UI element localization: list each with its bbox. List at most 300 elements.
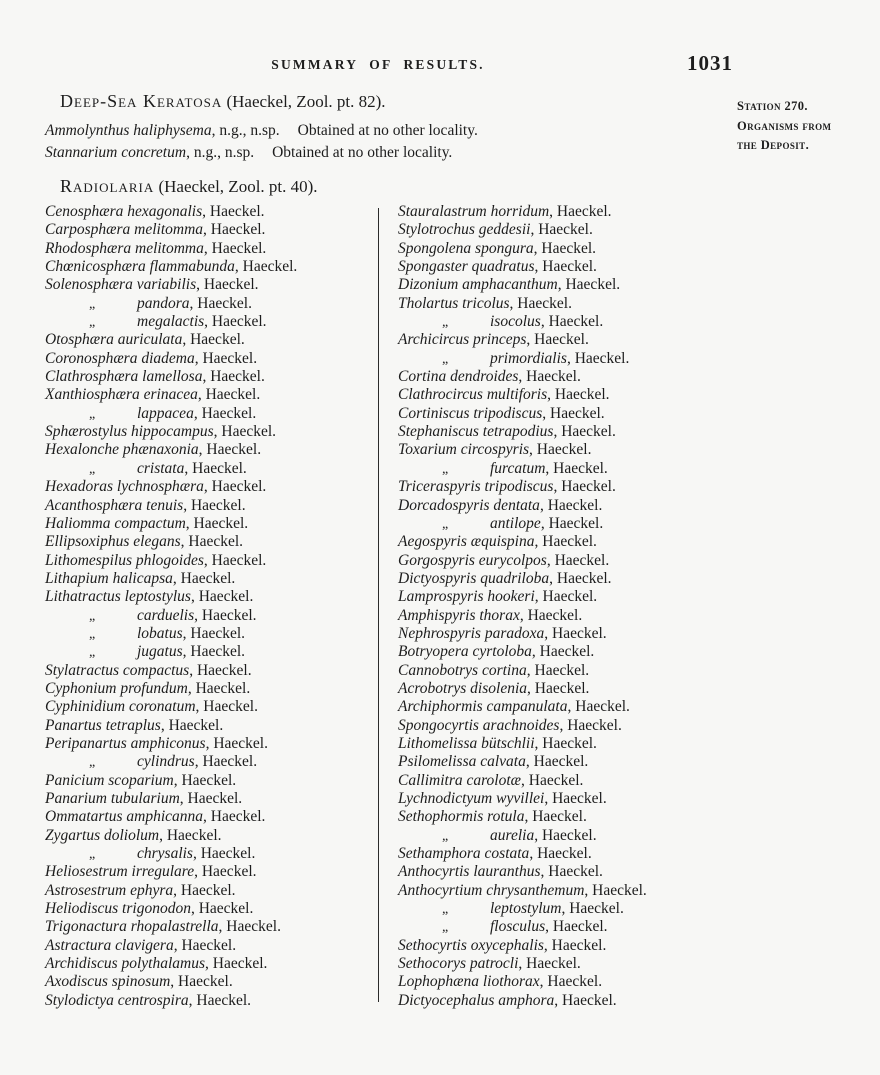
species-author: , Haeckel. [170,973,233,991]
species-name: Zygartus doliolum [45,826,160,844]
species-author: , Haeckel. [529,441,592,459]
species-entry [45,368,373,386]
species-author: , Haeckel. [540,514,604,532]
species-author: , Haeckel. [526,661,590,679]
species-name: Acrobotrys disolenia [398,679,528,697]
ditto-mark: „ [89,626,96,642]
species-author: , Haeckel. [525,753,589,771]
species-name: Xanthiosphæra erinacea [45,386,198,404]
species-name: Ellipsoxiphus elegans [45,533,181,551]
species-author: , Haeckel. [545,459,608,477]
species-entry-ditto [45,460,373,478]
species-author: , Haeckel. [192,845,256,863]
species-name: Psilomelissa calvata [398,753,526,771]
species-entry [398,643,726,661]
species-entry [45,240,373,258]
species-entry [45,918,373,936]
species-name: Spongocyrtis arachnoides [398,716,560,734]
column-divider [378,208,379,1002]
species-epithet: isocolus [490,313,541,331]
species-name: Archicircus princeps [398,331,527,349]
species-author: , Haeckel. [554,991,617,1009]
species-entry-ditto [398,900,726,918]
species-author: , Haeckel. [182,624,246,642]
species-author: , Haeckel. [195,698,258,716]
radiolaria-heading [60,176,318,197]
species-author: , Haeckel. [198,441,262,459]
species-name: Spongolena spongura [398,239,534,257]
species-author: , Haeckel. [204,313,267,331]
species-name: Clathrosphæra lamellosa [45,368,203,386]
species-name: Sethophormis rotula [398,808,525,826]
species-entry [45,680,373,698]
species-name: Botryopera cyrtoloba [398,643,532,661]
species-name: Dictyospyris quadriloba [398,569,550,587]
species-entry-ditto [398,350,726,368]
species-author: , Haeckel. [190,588,254,606]
species-author: , Haeckel. [543,936,607,954]
species-entry [45,203,373,221]
species-entry [398,992,726,1010]
species-author: , Haeckel. [197,386,261,404]
species-author: , Haeckel. [185,514,249,532]
species-entry-ditto [45,625,373,643]
species-name: Spongaster quadratus [398,258,535,276]
species-author: , Haeckel. [539,496,603,514]
species-entry-ditto [45,643,373,661]
ditto-mark: „ [89,406,96,422]
species-author: , Haeckel. [194,863,257,881]
species-epithet: furcatum [490,459,546,477]
species-name: Triceraspyris tripodiscus [398,478,554,496]
species-epithet: carduelis [137,606,195,624]
ditto-mark: „ [442,920,449,936]
species-author: , Haeckel. [183,496,246,514]
species-author: , Haeckel. [529,845,592,863]
species-author: , Haeckel. [521,771,584,789]
keratosa-entry [45,122,478,140]
ditto-mark: „ [89,645,96,661]
species-name: Lithomespilus phlogoides [45,551,204,569]
species-author: , Haeckel. [218,918,281,936]
species-author: , Haeckel. [173,936,237,954]
species-author: , Haeckel. [527,679,590,697]
species-name: Heliodiscus trigonodon [45,900,191,918]
species-entry [398,240,726,258]
species-entry [398,698,726,716]
species-entry [45,552,373,570]
species-entry [398,808,726,826]
species-author: , Haeckel. [534,533,597,551]
species-epithet: primordialis [490,349,567,367]
species-author: , Haeckel. [509,294,572,312]
species-name: Stauralastrum horridum [398,203,550,220]
species-name: Trigonactura rhopalastrella [45,918,219,936]
species-name: Cyphinidium coronatum [45,698,196,716]
species-entry [45,772,373,790]
species-author: , Haeckel. [524,808,587,826]
species-name: Callimitra carolotæ [398,771,522,789]
species-entry [398,368,726,386]
species-entry [45,276,373,294]
species-author: , Haeckel. [559,716,622,734]
species-entry [398,955,726,973]
species-entry [398,276,726,294]
species-author: , Haeckel. [553,478,616,496]
species-name: Solenosphæra variabilis [45,276,197,294]
species-name: Sethocyrtis oxycephalis [398,936,544,954]
margin-note-line: Station 270. [737,99,808,113]
species-entry-ditto [45,753,373,771]
species-entry [398,845,726,863]
page-number: 1031 [687,51,733,75]
species-entry [398,533,726,551]
locality-note: Obtained at no other locality. [297,122,478,139]
species-entry [398,863,726,881]
keratosa-heading [60,91,386,112]
species-name: Hexalonche phænaxonia [45,441,199,459]
species-author: , Haeckel. [179,790,243,807]
species-name: Astractura clavigera [45,936,174,954]
species-entry [398,662,726,680]
species-author: , Haeckel. [549,569,612,587]
ditto-mark: „ [442,902,449,918]
species-entry [398,735,726,753]
species-author: , Haeckel. [182,331,245,349]
ditto-mark: „ [442,516,449,532]
species-author: , Haeckel. [531,643,595,661]
species-qualifier: , n.g., n.sp. [211,122,280,139]
species-entry [45,790,373,808]
species-entry [45,221,373,239]
species-author: , Haeckel. [534,588,598,606]
species-name: Nephrospyris paradoxa [398,624,545,642]
species-epithet: leptostylum [490,900,562,918]
ditto-mark: „ [89,296,96,312]
species-author: , Haeckel. [202,368,265,386]
species-author: , Haeckel. [189,294,252,312]
species-entry [45,882,373,900]
ditto-mark: „ [89,461,96,477]
species-author: , Haeckel. [530,221,593,239]
species-entry [45,863,373,881]
species-name: Ommatartus amphicanna [45,808,204,826]
species-author: , Haeckel. [540,313,604,331]
species-author: , Haeckel. [518,368,581,386]
species-name: Clathrocircus multiforis [398,386,548,404]
species-author: , Haeckel. [566,349,630,367]
species-name: Gorgospyris eurycolpos [398,551,547,569]
species-author: , Haeckel. [553,423,616,441]
margin-note-line: the Deposit. [737,138,810,152]
ditto-mark: „ [89,315,96,331]
species-name: Amphispyris thorax [398,606,520,624]
species-entry-ditto [398,515,726,533]
species-epithet: aurelia [490,826,535,844]
species-entry [45,937,373,955]
species-qualifier: , n.g., n.sp. [186,144,255,161]
species-author: , Haeckel. [519,606,583,624]
species-author: , Haeckel. [534,258,597,276]
radiolaria-heading-title: Radiolaria [60,176,155,196]
species-name: Dictyocephalus amphora [398,991,555,1009]
species-author: , Haeckel. [584,881,647,899]
species-entry [398,570,726,588]
species-name: Sethocorys patrocli [398,955,519,973]
ditto-mark: „ [442,315,449,331]
species-entry [398,680,726,698]
species-entry [398,973,726,991]
species-name: Panartus tetraplus [45,716,161,734]
species-entry [398,607,726,625]
species-author: , Haeckel. [159,826,222,844]
species-author: , Haeckel. [540,863,603,881]
species-epithet: flosculus [490,918,546,936]
species-author: , Haeckel. [546,551,610,569]
species-entry [45,533,373,551]
ditto-mark: „ [442,461,449,477]
species-name: Cannobotrys cortina [398,661,527,679]
species-entry [45,955,373,973]
species-entry [398,552,726,570]
margin-note-line: Organisms from [737,118,832,133]
species-name: Cenosphæra hexagonalis [45,203,203,220]
species-author: , Haeckel. [184,459,247,477]
species-author: , Haeckel. [518,955,581,973]
species-author: , Haeckel. [544,624,607,642]
species-author: , Haeckel. [557,276,621,294]
species-entry [45,717,373,735]
species-entry [398,386,726,404]
species-entry [398,478,726,496]
species-author: , Haeckel. [173,881,236,899]
species-author: , Haeckel. [567,698,630,716]
species-entry [45,441,373,459]
species-entry-ditto [45,607,373,625]
species-entry [45,698,373,716]
species-entry [398,258,726,276]
species-author: , Haeckel. [561,900,624,918]
species-entry [45,992,373,1010]
species-entry [398,772,726,790]
species-author: , Haeckel. [205,955,268,973]
species-epithet: antilope [490,514,541,532]
species-name: Stannarium concretum [45,144,187,161]
species-name: Ammolynthus haliphysema [45,122,212,139]
species-name: Sphærostylus hippocampus [45,423,214,441]
species-entry [398,717,726,735]
species-entry [45,662,373,680]
species-name: Rhodosphæra melitomma [45,239,204,257]
species-entry [398,625,726,643]
species-author: , Haeckel. [194,606,257,624]
species-name: Acanthosphæra tenuis [45,496,184,514]
species-entry [45,331,373,349]
species-name: Archiphormis campanulata [398,698,568,716]
species-author: , Haeckel. [180,533,244,551]
species-name: Panarium tubularium [45,790,180,807]
species-epithet: megalactis [137,313,205,331]
ditto-mark: „ [89,755,96,771]
species-author: , Haeckel. [172,569,236,587]
species-name: Sethamphora costata [398,845,530,863]
species-entry [398,295,726,313]
species-entry-ditto [398,918,726,936]
species-epithet: lappacea [137,404,194,422]
species-name: Carposphæra melitomma [45,221,204,239]
species-name: Dorcadospyris dentata [398,496,540,514]
locality-note: Obtained at no other locality. [272,144,453,161]
species-entry [398,405,726,423]
species-name: Otosphæra auriculata [45,331,183,349]
species-author: , Haeckel. [545,918,608,936]
species-author: , Haeckel. [160,716,224,734]
species-entry-ditto [45,313,373,331]
species-epithet: cylindrus [137,753,195,771]
running-header: SUMMARY OF RESULTS. [271,57,485,72]
species-name: Lithomelissa bütschlii [398,734,535,752]
species-name: Archidiscus polythalamus [45,955,206,973]
species-entry [45,423,373,441]
species-author: , Haeckel. [534,826,597,844]
species-entry [398,790,726,808]
species-name: Coronosphæra diadema [45,349,195,367]
species-name: Panicium scoparium [45,771,174,789]
species-author: , Haeckel. [205,734,268,752]
species-author: , Haeckel. [547,386,610,404]
species-name: Lychnodictyum wyvillei [398,790,545,807]
species-entry [45,350,373,368]
species-entry [45,497,373,515]
margin-note [737,97,877,156]
species-entry [45,515,373,533]
species-author: , Haeckel. [189,661,252,679]
species-name: Stylotrochus geddesii [398,221,531,239]
species-entry-ditto [45,845,373,863]
species-author: , Haeckel. [549,203,612,220]
species-author: , Haeckel. [202,203,265,220]
species-entry [398,753,726,771]
keratosa-heading-title: Deep-Sea Keratosa [60,91,223,111]
species-author: , Haeckel. [194,753,258,771]
species-name: Anthocyrtis lauranthus [398,863,541,881]
species-name: Lophophæna liothorax [398,973,540,991]
species-author: , Haeckel. [544,790,607,807]
species-entry [398,937,726,955]
species-epithet: jugatus [137,643,183,661]
species-author: , Haeckel. [203,221,266,239]
species-entry-ditto [398,460,726,478]
species-name: Heliosestrum irregulare [45,863,195,881]
species-author: , Haeckel. [539,973,603,991]
species-name: Tholartus tricolus [398,294,510,312]
species-entry [398,588,726,606]
species-name: Axodiscus spinosum [45,973,171,991]
species-author: , Haeckel. [213,423,277,441]
species-author: , Haeckel. [193,404,257,422]
species-name: Astrosestrum ephyra [45,881,174,899]
species-list-left [45,203,373,1010]
species-author: , Haeckel. [203,478,267,496]
species-entry [45,386,373,404]
species-name: Toxarium circospyris [398,441,530,459]
species-author: , Haeckel. [196,276,259,294]
species-epithet: pandora [137,294,190,312]
species-entry [398,203,726,221]
species-author: , Haeckel. [173,771,237,789]
ditto-mark: „ [89,847,96,863]
species-entry [45,900,373,918]
species-entry-ditto [398,827,726,845]
species-author: , Haeckel. [203,808,266,826]
species-entry [45,588,373,606]
species-author: , Haeckel. [542,404,605,422]
species-entry-ditto [398,313,726,331]
species-name: Lithatractus leptostylus [45,588,191,606]
species-name: Cortiniscus tripodiscus [398,404,543,422]
species-name: Dizonium amphacanthum [398,276,558,294]
species-author: , Haeckel. [203,239,267,257]
species-entry [45,570,373,588]
species-entry-ditto [45,295,373,313]
species-name: Aegospyris æquispina [398,533,535,551]
species-name: Lithapium halicapsa [45,569,173,587]
species-entry [398,423,726,441]
species-name: Lamprospyris hookeri [398,588,535,606]
species-author: , Haeckel. [188,991,252,1009]
species-entry [398,331,726,349]
species-name: Chœnicosphæra flammabunda [45,258,235,276]
species-entry [45,808,373,826]
species-name: Haliomma compactum [45,514,186,532]
species-entry [398,882,726,900]
species-entry [45,827,373,845]
species-author: , Haeckel. [194,349,258,367]
ditto-mark: „ [89,608,96,624]
ditto-mark: „ [442,828,449,844]
species-epithet: cristata [137,459,185,477]
species-name: Stylatractus compactus [45,661,190,679]
species-name: Anthocyrtium chrysanthemum [398,881,585,899]
ditto-mark: „ [442,351,449,367]
species-author: , Haeckel. [533,239,597,257]
species-name: Cortina dendroides [398,368,519,386]
species-author: , Haeckel. [234,258,298,276]
species-author: , Haeckel. [534,734,597,752]
species-entry [398,441,726,459]
species-epithet: chrysalis [137,845,193,863]
species-name: Peripanartus amphiconus [45,734,206,752]
species-entry [45,973,373,991]
species-author: , Haeckel. [203,551,267,569]
species-author: , Haeckel. [526,331,589,349]
species-entry [45,258,373,276]
species-epithet: lobatus [137,624,183,642]
species-author: , Haeckel. [190,900,254,918]
species-entry-ditto [45,405,373,423]
keratosa-heading-ref: (Haeckel, Zool. pt. 82). [222,92,386,111]
radiolaria-heading-ref: (Haeckel, Zool. pt. 40). [154,177,318,196]
species-name: Cyphonium profundum [45,679,188,697]
species-name: Hexadoras lychnosphæra [45,478,204,496]
species-name: Stylodictya centrospira [45,991,189,1009]
species-entry [45,735,373,753]
species-name: Stephaniscus tetrapodius [398,423,554,441]
keratosa-entry [45,144,452,162]
species-author: , Haeckel. [182,643,246,661]
species-entry [45,478,373,496]
species-entry [398,221,726,239]
